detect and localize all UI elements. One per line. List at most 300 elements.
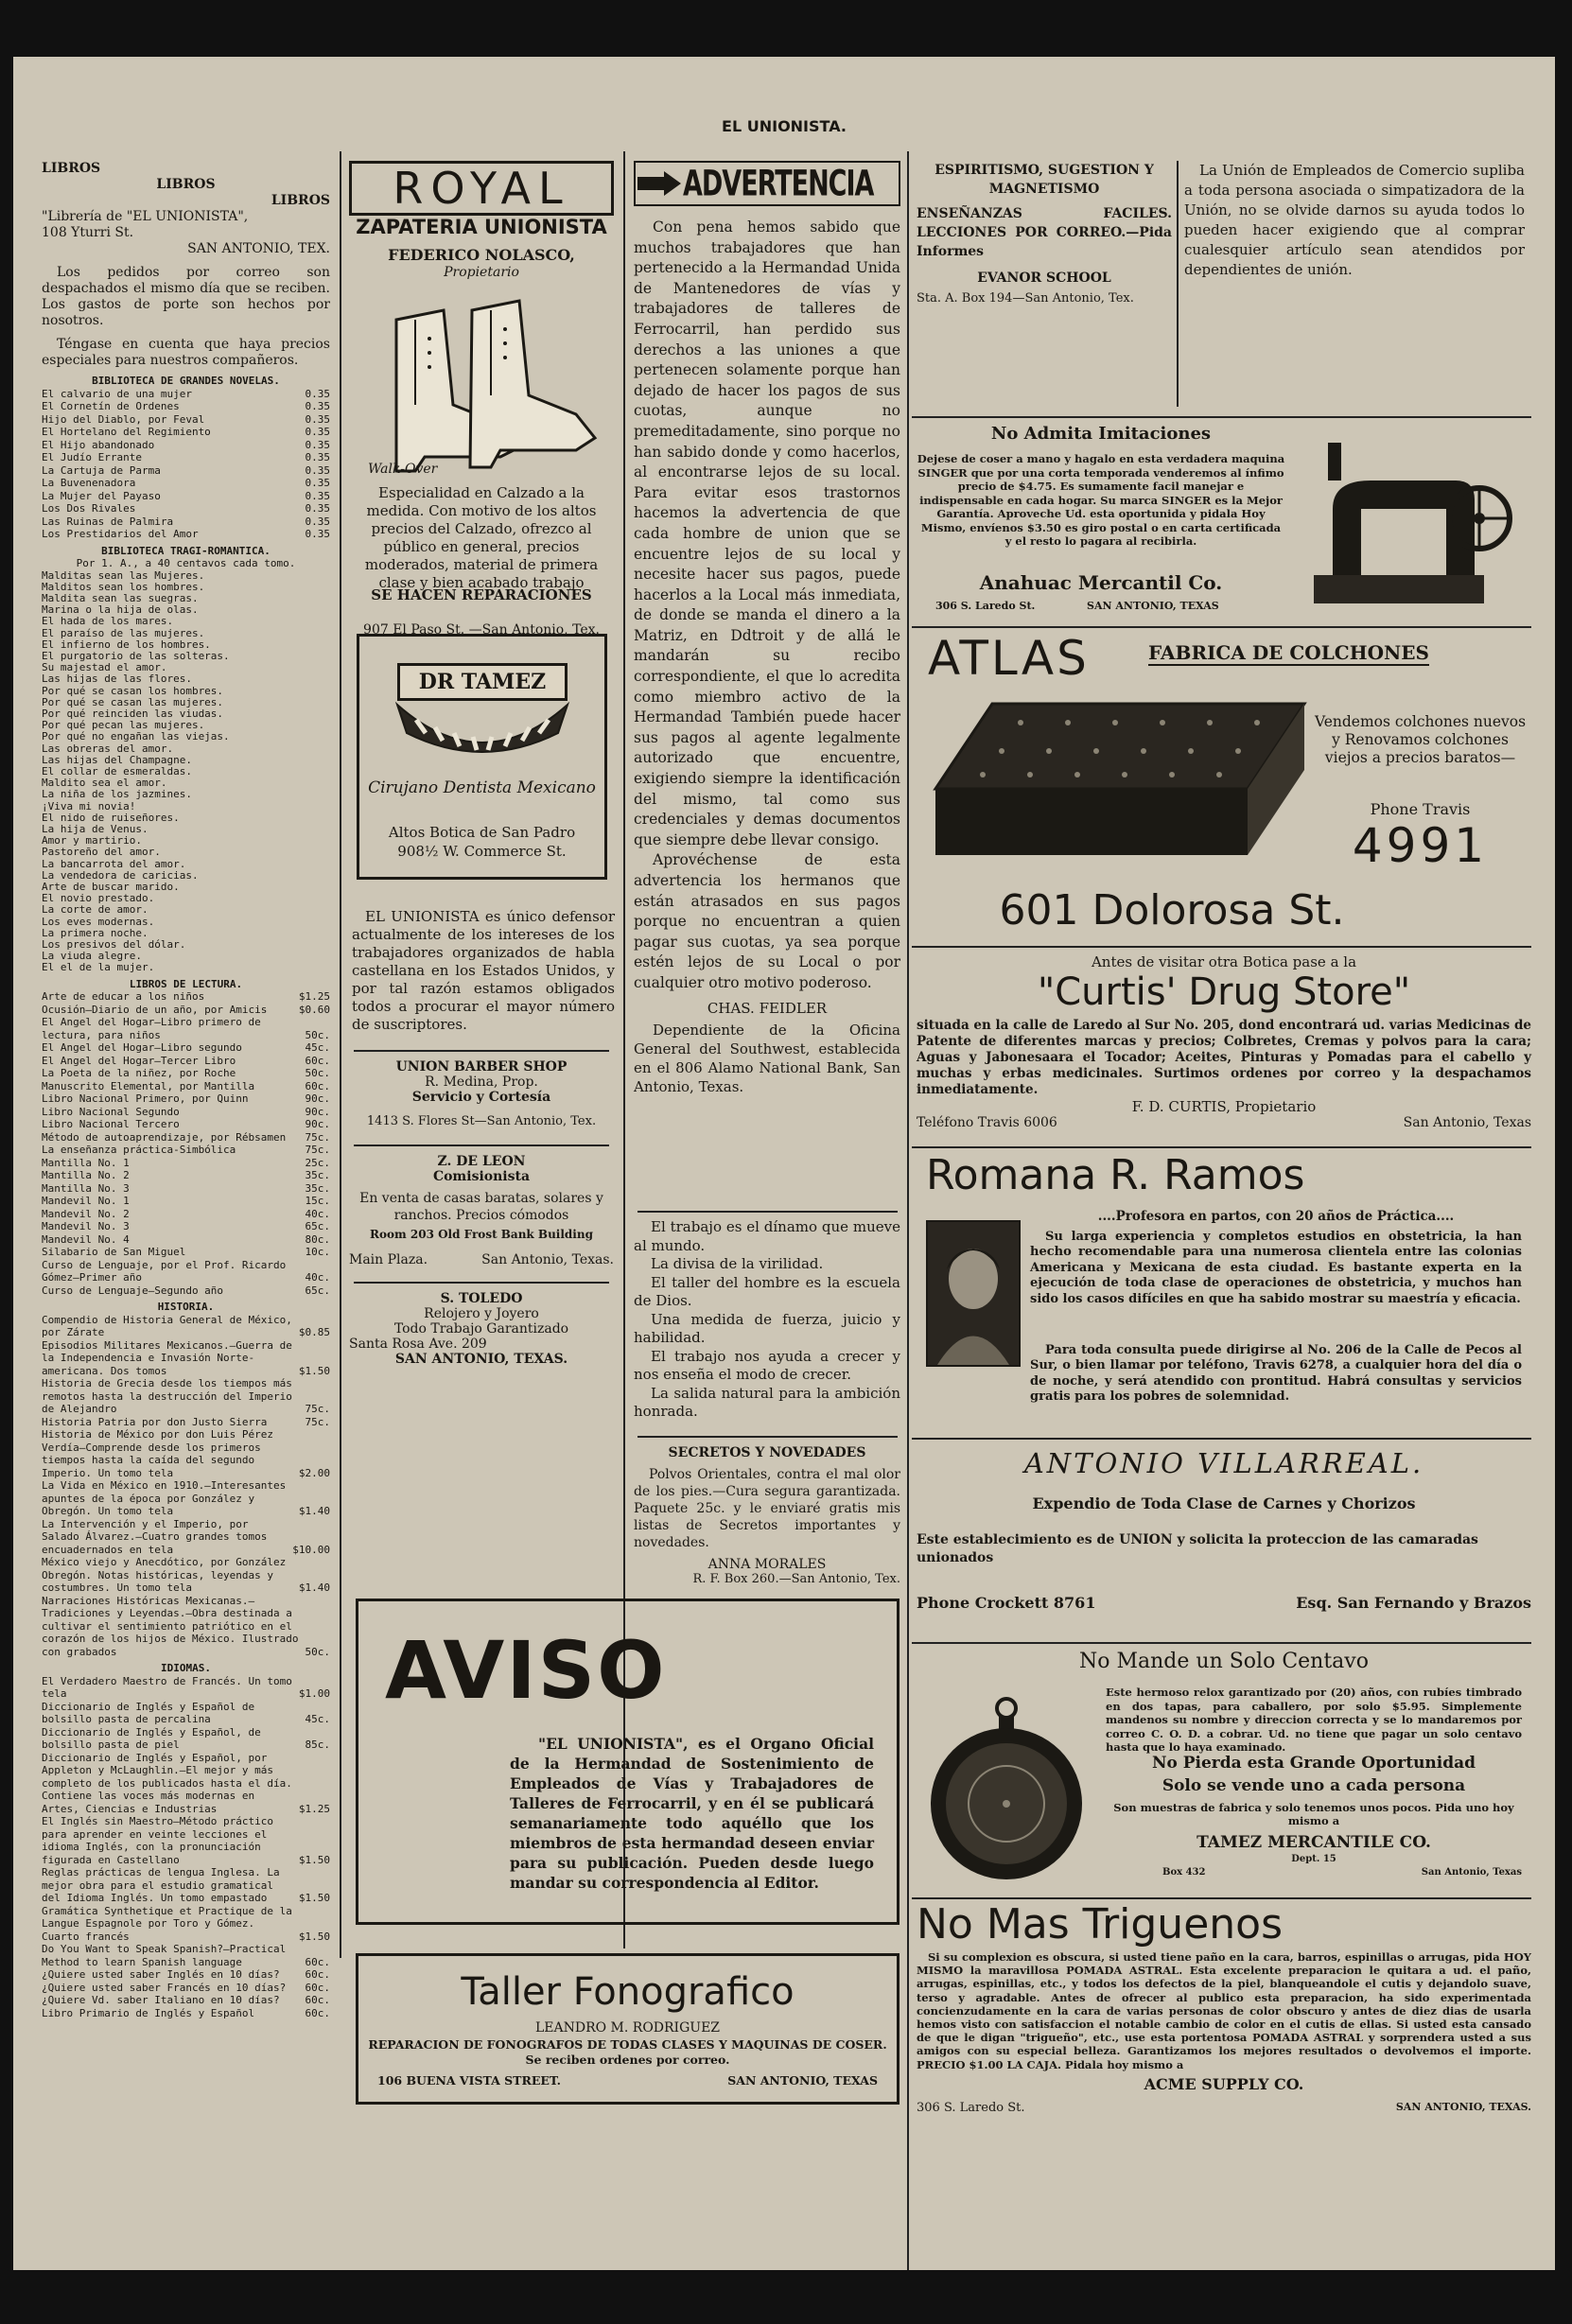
- shoe-brand: Walk-Over: [368, 462, 438, 477]
- book-item: [42, 1866, 330, 1905]
- book-price: $10.00: [292, 1543, 330, 1556]
- anahuac-street: 306 S. Laredo St.: [935, 600, 1036, 612]
- mattress-illustration: [926, 694, 1314, 874]
- reloj-body: Este hermoso relox garantizado por (20) años, con rubíes timbrado en dos tapas, para caballero, por solo $5.95. Simplemente mandenos su nombre y direccion correcta y se lo mandaremos por correo C. O. D. a cobrar. Ud. no tiene que pagar un solo centavo hasta que lo haya examinado.: [1106, 1686, 1522, 1754]
- book-item: [42, 1595, 330, 1659]
- book-title: El Verdadero Maestro de Francés. Un tomo tela: [42, 1674, 292, 1701]
- book-price: 45c.: [305, 1713, 330, 1726]
- curtis-pre: Antes de visitar otra Botica pase a la: [1091, 953, 1357, 970]
- libros-intro: Los pedidos por correo son despachados el mismo día que se reciben. Los gastos de porte son hechos por nosotros.: [42, 265, 330, 328]
- book-title: Maldito sea el amor.: [42, 777, 167, 790]
- taller-box: [356, 1953, 900, 2105]
- romana-portrait: [926, 1220, 1021, 1367]
- book-item: [42, 1377, 330, 1416]
- book-title: El Angel del Hogar—Tercer Libro: [42, 1054, 236, 1067]
- romana-body2: Para toda consulta puede dirigirse al No. 206 de la Calle de Pecos al Sur, o bien llamar por teléfono, Travis 6278, a cualquier hora del día o de noche, y será atendido con prontitud. Habrá consultas y servicios gratis para los pobres de solemnidad.: [1030, 1343, 1522, 1405]
- book-item: [42, 1284, 330, 1298]
- taller-city: SAN ANTONIO, TEXAS: [727, 2073, 878, 2088]
- book-title: Malditos sean los hombres.: [42, 580, 205, 593]
- book-title: Diccionario de Inglés y Español de bolsillo pasta de percalina: [42, 1700, 255, 1726]
- book-item: [42, 1195, 330, 1208]
- libros-note: Téngase en cuenta que haya precios especiales para nuestros compañeros.: [42, 337, 330, 368]
- taller-street: 106 BUENA VISTA STREET.: [377, 2073, 561, 2088]
- book-title: La enseñanza práctica-Simbólica: [42, 1144, 236, 1157]
- book-price: 60c.: [305, 1054, 330, 1067]
- book-title: Maldita sean las suegras.: [42, 591, 199, 604]
- book-price: 0.35: [305, 438, 330, 451]
- romana-ad: [917, 1152, 1531, 1436]
- book-price: 0.35: [305, 387, 330, 400]
- advertencia-signature: CHAS. FEIDLER: [707, 999, 828, 1017]
- book-title: La Mujer del Payaso: [42, 489, 161, 502]
- book-title: Las obreras del amor.: [42, 742, 174, 755]
- book-price: 0.35: [305, 477, 330, 489]
- book-item: [42, 1982, 330, 1995]
- triguenos-street: 306 S. Laredo St.: [917, 2100, 1025, 2115]
- book-title: Diccionario de Inglés y Español, de bolsillo pasta de piel: [42, 1725, 261, 1752]
- rule: [912, 1146, 1531, 1148]
- book-list: [42, 990, 330, 1297]
- book-title: Reglas prácticas de lengua Inglesa. La mejor obra para el estudio gramatical del Idioma Inglés. Un tomo empastado: [42, 1866, 280, 1905]
- store-name: "Librería de "EL UNIONISTA",: [42, 209, 249, 224]
- atlas-phone: 4991: [1352, 818, 1489, 873]
- book-item: [42, 1106, 330, 1119]
- book-price: 0.35: [305, 463, 330, 477]
- tamez-ad: [357, 634, 607, 880]
- advertencia-article: [634, 161, 900, 1096]
- atlas-body: Vendemos colchones nuevos y Renovamos colchones viejos a precios baratos—: [1314, 713, 1527, 766]
- book-list: [42, 388, 330, 541]
- book-title: El hada de los mares.: [42, 615, 174, 628]
- section-title: LIBROS DE LECTURA.: [129, 977, 243, 990]
- book-title: La vendedora de caricias.: [42, 868, 199, 882]
- book-item: [42, 515, 330, 529]
- zdeleon-sub: Comisionista: [432, 1169, 531, 1184]
- book-price: 60c.: [305, 1981, 330, 1994]
- saying: La divisa de la virilidad.: [651, 1255, 824, 1272]
- book-title: La hija de Venus.: [42, 822, 148, 835]
- book-title: Mandevil No. 4: [42, 1232, 130, 1246]
- anahuac-company: Anahuac Mercantil Co.: [979, 571, 1223, 594]
- taller-desc: REPARACION DE FONOGRAFOS DE TODAS CLASES Y MAQUINAS DE COSER. Se reciben ordenes por correo.: [368, 2037, 887, 2067]
- book-price: $1.25: [298, 1802, 330, 1815]
- book-title: El Hijo abandonado: [42, 438, 155, 451]
- reloj-ad: [917, 1650, 1531, 1896]
- book-price: 50c.: [305, 1067, 330, 1080]
- book-item: [42, 490, 330, 503]
- book-item: [42, 1041, 330, 1055]
- book-list: [42, 570, 330, 974]
- book-title: Método de autoaprendizaje, por Rébsamen: [42, 1130, 287, 1144]
- book-price: 0.35: [305, 426, 330, 438]
- secretos-body: Polvos Orientales, contra el mal olor de los pies.—Cura segura garantizada. Paquete 25c. y le enviaré gratis mis listas de Secretos importantes y novedades.: [634, 1467, 900, 1550]
- curtis-owner: F. D. CURTIS, Propietario: [1131, 1098, 1317, 1115]
- espiritismo-school: EVANOR SCHOOL: [977, 271, 1111, 286]
- royal-owner: FEDERICO NOLASCO,: [388, 246, 575, 264]
- book-item: [42, 1208, 330, 1221]
- libros-heading: LIBROS: [156, 177, 216, 192]
- villarreal-ad: [917, 1447, 1531, 1636]
- tamez-title: Cirujano Dentista Mexicano: [368, 778, 596, 797]
- book-price: 75c.: [305, 1130, 330, 1144]
- book-title: Libro Primario de Inglés y Español: [42, 2006, 255, 2019]
- rule: [638, 1211, 898, 1213]
- taller-owner: LEANDRO M. RODRIGUEZ: [534, 2020, 721, 2036]
- advertencia-body: Con pena hemos sabido que muchos trabajadores que han pertenecido a la Hermandad Unida de Mantenedores de vías y trabajadores de talleres de Ferrocarril, han perdido sus derechos a las uniones a que pertenecen solamente porque han dejado de hacer los pagos de sus cuotas, aunque no premeditadamente, sino porque no han sabido donde y como hacerlos, al encontrarse lejos de su local. Para evitar esos trastornos hacemos la advertencia de que cada hombre de union que se encuentre lejos de su local y necesite hacer sus pagos, puede hacerlos a la Local más inmediata, de donde se manda el dinero a la Matriz, en Ddtroit y de allá le mandarán su recibo correspondiente, el que lo acredita como miembro activo de la Hermandad También puede hacer sus pagos al agente legalmente autorizado que encuentre, exigiendo siempre la identificación del mismo, tal como sus credenciales y demas documentos que siempre debe llevar consigo.: [634, 218, 900, 848]
- book-item: [42, 388, 330, 401]
- section-title: HISTORIA.: [157, 1301, 215, 1314]
- book-price: 75c.: [305, 1144, 330, 1157]
- curtis-phone: Teléfono Travis 6006: [917, 1115, 1057, 1130]
- book-price: 0.35: [305, 400, 330, 412]
- book-title: El paraíso de las mujeres.: [42, 626, 205, 639]
- book-title: Gramática Synthetique et Practique de la Langue Espagnole por Toro y Gómez. Cuarto francés: [42, 1904, 292, 1943]
- book-title: El infierno de los hombres.: [42, 638, 211, 651]
- reloj-dept: Dept. 15: [1291, 1854, 1336, 1864]
- romana-lead: ....Profesora en partos, con 20 años de Práctica....: [1097, 1209, 1455, 1224]
- curtis-ad: [917, 953, 1531, 1143]
- pointing-hand-icon: [636, 169, 683, 198]
- book-title: El Angel del Hogar—Libro primero de lectura, para niños: [42, 1016, 261, 1041]
- reloj-samples: Son muestras de fabrica y solo tenemos unos pocos. Pida uno hoy mismo a: [1113, 1801, 1514, 1827]
- book-item: [42, 1157, 330, 1170]
- book-price: 65c.: [305, 1284, 330, 1297]
- book-price: 60c.: [305, 1079, 330, 1092]
- toledo-city: SAN ANTONIO, TEXAS.: [394, 1352, 568, 1367]
- book-price: 60c.: [305, 1955, 330, 1968]
- newspaper-page: [13, 57, 1555, 2270]
- book-item: [42, 1131, 330, 1145]
- book-price: $1.50: [298, 1364, 330, 1377]
- rule: [912, 946, 1531, 948]
- book-item: [42, 1675, 330, 1701]
- secretos-title: SECRETOS Y NOVEDADES: [668, 1445, 866, 1460]
- book-price: 35c.: [305, 1169, 330, 1182]
- book-item: [42, 1943, 330, 1968]
- espiritismo-ad: [917, 161, 1172, 306]
- book-title: La Buvenenadora: [42, 477, 136, 489]
- reloj-city: San Antonio, Texas: [1421, 1867, 1522, 1878]
- villarreal-title: ANTONIO VILLARREAL.: [1023, 1447, 1424, 1479]
- book-price: 40c.: [305, 1207, 330, 1220]
- zdeleon-title: Z. DE LEON: [437, 1154, 526, 1169]
- book-title: Compendio de Historia General de México, por Zárate: [42, 1313, 292, 1339]
- book-item: [42, 1233, 330, 1247]
- book-price: 75c.: [305, 1403, 330, 1416]
- barber-motto: Servicio y Cortesía: [411, 1090, 551, 1105]
- book-title: México viejo y Anecdótico, por González Obregón. Notas históricas, leyendas y costumbres. Un tomo tela: [42, 1556, 287, 1595]
- book-title: Historia Patria por don Justo Sierra: [42, 1415, 268, 1428]
- book-title: La Cartuja de Parma: [42, 463, 161, 477]
- libros-column: [42, 161, 330, 2019]
- atlas-ad: [917, 631, 1531, 946]
- book-item: [42, 1118, 330, 1131]
- book-title: Diccionario de Inglés y Español, por Appleton y McLaughlin.—El mejor y más completo de los publicados hasta el día. Contiene las voces más modernas en Artes, Ciencias e Industrias: [42, 1751, 292, 1815]
- book-title: Curso de Lenguaje, por el Prof. Ricardo Gómez—Primer año: [42, 1258, 287, 1284]
- book-title: Mantilla No. 1: [42, 1156, 130, 1169]
- book-title: ¡Viva mi novia!: [42, 799, 136, 813]
- rule: [912, 1897, 1531, 1899]
- book-title: Las hijas de las flores.: [42, 673, 192, 686]
- book-price: $0.85: [298, 1326, 330, 1339]
- book-price: $1.50: [298, 1892, 330, 1905]
- book-price: 0.35: [305, 528, 330, 540]
- book-title: Por qué se casan las mujeres.: [42, 695, 224, 708]
- book-item: [42, 990, 330, 1004]
- book-title: ¿Quiere Vd. saber Italiano en 10 días?: [42, 1994, 280, 2007]
- store-city: SAN ANTONIO, TEX.: [187, 241, 330, 256]
- barber-ad: [349, 1059, 614, 1128]
- book-title: El novio prestado.: [42, 892, 155, 905]
- romana-body1: Su larga experiencia y completos estudios en obstetricia, la han hecho recomendable para una numerosa clientela entre las colonias Americana y Mexicana de esta ciudad. Es bastante experta en la ejecución de toda clase de operaciones de obstetricia, y muchos han sido los casos difíciles en que ha sabido mostrar su maestría y eficacia.: [1030, 1230, 1522, 1306]
- book-title: Mantilla No. 2: [42, 1169, 130, 1182]
- book-item: [42, 1004, 330, 1017]
- book-title: Ocusión—Diario de un año, por Amicis: [42, 1003, 268, 1016]
- book-title: La primera noche.: [42, 926, 148, 939]
- union-note: La Unión de Empleados de Comercio supliba a toda persona asociada o simpatizadora de la Unión, no se olvide darnos su ayuda todos lo pueden hacer exigiendo que al comprar cualesquier artículo sean atendidos por dependientes de unión.: [1184, 162, 1525, 278]
- book-title: Marina o la hija de olas.: [42, 603, 199, 617]
- rule: [354, 1145, 609, 1146]
- barber-address: 1413 S. Flores St—San Antonio, Tex.: [366, 1114, 597, 1128]
- royal-body: Especialidad en Calzado a la medida. Con motivo de los altos precios del Calzado, ofrezco al público en general, precios moderados, material de primera clase y bien acabado trabajo: [364, 484, 599, 591]
- shoes-illustration: [358, 282, 604, 490]
- book-title: La corte de amor.: [42, 903, 148, 917]
- book-item: [42, 528, 330, 541]
- triguenos-city: SAN ANTONIO, TEXAS.: [1395, 2100, 1531, 2113]
- book-title: Por qué se casan los hombres.: [42, 684, 224, 697]
- rule: [354, 1282, 609, 1284]
- sayings-list: [634, 1218, 900, 1422]
- book-title: El Cornetín de Ordenes: [42, 400, 180, 412]
- book-item: [42, 1726, 330, 1752]
- book-item: [42, 1416, 330, 1429]
- book-title: Pastoreño del amor.: [42, 846, 161, 859]
- toledo-sub: Relojero y Joyero: [424, 1306, 539, 1321]
- sewing-machine-illustration: [1295, 424, 1522, 622]
- atlas-address: 601 Dolorosa St.: [999, 886, 1345, 935]
- book-item: [42, 1428, 330, 1479]
- book-title: El Hortelano del Regimiento: [42, 426, 211, 438]
- book-item: [42, 1815, 330, 1866]
- royal-owner-role: Propietario: [444, 265, 519, 280]
- book-list: [42, 1314, 330, 1659]
- rule: [638, 1436, 898, 1438]
- book-item: [42, 1220, 330, 1233]
- book-title: Historia de México por don Luis Pérez Verdía—Comprende desde los primeros tiempos hasta la caída del segundo Imperio. Un tomo tela: [42, 1428, 274, 1479]
- zdeleon-city-left: Main Plaza.: [349, 1252, 428, 1267]
- book-title: Por qué pecan las mujeres.: [42, 719, 205, 732]
- book-title: Manuscrito Elemental, por Mantilla: [42, 1079, 255, 1092]
- book-price: 0.35: [305, 502, 330, 515]
- book-title: Historia de Grecia desde los tiempos más remotos hasta la destrucción del Imperio de Alejandro: [42, 1377, 292, 1416]
- book-item: [42, 1067, 330, 1080]
- book-title: ¿Quiere usted saber Francés en 10 días?: [42, 1981, 287, 1994]
- book-price: 80c.: [305, 1232, 330, 1246]
- book-price: $0.60: [298, 1003, 330, 1016]
- barber-title: UNION BARBER SHOP: [395, 1059, 568, 1075]
- section-title: IDIOMAS.: [161, 1662, 211, 1675]
- book-title: La Vida en México en 1910.—Interesantes apuntes de la época por González y Obregón. Un tomo tela: [42, 1479, 287, 1518]
- triguenos-ad: [917, 1901, 1531, 2147]
- zdeleon-city-right: San Antonio, Texas.: [481, 1252, 614, 1267]
- toledo-address: Santa Rosa Ave. 209: [349, 1337, 487, 1352]
- book-price: 0.35: [305, 489, 330, 502]
- book-price: 0.35: [305, 412, 330, 426]
- book-price: $1.50: [298, 1930, 330, 1943]
- section-subtitle: Por 1. A., a 40 centavos cada tomo.: [76, 557, 296, 569]
- book-price: $1.25: [298, 990, 330, 1004]
- book-title: La Intervención y el Imperio, por Salado Álvarez.—Cuatro grandes tomos encuadernados en tela: [42, 1517, 268, 1556]
- book-price: $1.00: [298, 1687, 330, 1701]
- zdeleon-body: En venta de casas baratas, solares y ranchos. Precios cómodos: [359, 1191, 603, 1223]
- book-price: 40c.: [305, 1271, 330, 1284]
- dentures-illustration: [388, 695, 577, 771]
- book-title: Arte de buscar marido.: [42, 880, 180, 893]
- rule: [912, 1642, 1531, 1644]
- romana-title: Romana R. Ramos: [926, 1151, 1305, 1199]
- book-item: [42, 426, 330, 439]
- book-title: Mandevil No. 3: [42, 1220, 130, 1233]
- zdeleon-room: Room 203 Old Frost Bank Building: [370, 1228, 593, 1241]
- book-price: 90c.: [305, 1118, 330, 1131]
- atlas-title: FABRICA DE COLCHONES: [1148, 641, 1429, 664]
- book-price: $2.00: [298, 1466, 330, 1479]
- reloj-company: TAMEZ MERCANTILE CO.: [1196, 1833, 1431, 1852]
- advertencia-body2: Aprovéchense de esta advertencia los hermanos que están atrasados en sus pagos porque no encuentran a quien pagar sus cuotas, ya sea porque estén lejos de su Local o por cualquier otro motivo poderoso.: [634, 851, 900, 991]
- villarreal-corner: Esq. San Fernando y Brazos: [1296, 1594, 1531, 1612]
- book-item: [42, 502, 330, 515]
- book-title: Libro Nacional Segundo: [42, 1105, 180, 1118]
- book-item: [42, 1182, 330, 1196]
- reloj-box: Box 432: [1162, 1867, 1206, 1878]
- zdeleon-ad: [349, 1154, 614, 1267]
- book-title: Las hijas del Champagne.: [42, 753, 192, 766]
- rule: [912, 626, 1531, 628]
- aviso-body: "EL UNIONISTA", es el Organo Oficial de la Hermandad de Sostenimiento de Empleados de Vías y Trabajadores de Talleres de Ferrocarril, y en él se publicará semanariamente todo aquéllo que los miembros de esta hermandad deseen enviar para su publicación. Pueden desde luego mandar su correspondencia al Editor.: [510, 1735, 874, 1892]
- saying: El taller del hombre es la escuela de Dios.: [634, 1273, 900, 1309]
- book-item: [42, 1080, 330, 1093]
- curtis-body: situada en la calle de Laredo al Sur No. 205, dond encontrará ud. varias Medicinas de Patente de diferentes marcas y precios; Colbretes, Cremas y polvos para la cara; Aguas y Jabonesaara el Tocador; Aceites, Pinturas y Pomadas para el cabello y muchas y erbas medicinales. Surtimos ordenes por correo y la despachamos inmediatamente.: [917, 1018, 1531, 1097]
- book-price: 60c.: [305, 1994, 330, 2007]
- book-title: Los Prestidarios del Amor: [42, 528, 199, 540]
- book-list: [42, 1675, 330, 2020]
- espiritismo-address: Sta. A. Box 194—San Antonio, Tex.: [917, 291, 1134, 306]
- atlas-brand: ATLAS: [928, 631, 1090, 686]
- book-title: El collar de esmeraldas.: [42, 764, 192, 778]
- rule: [912, 416, 1531, 418]
- section-title: BIBLIOTECA DE GRANDES NOVELAS.: [92, 375, 280, 387]
- book-title: Por qué no engañan las viejas.: [42, 730, 230, 743]
- book-title: Arte de educar a los niños: [42, 990, 205, 1004]
- book-price: 15c.: [305, 1195, 330, 1208]
- book-title: El Judío Errante: [42, 451, 142, 463]
- book-item: [42, 400, 330, 413]
- book-title: Malditas sean las Mujeres.: [42, 568, 205, 582]
- book-title: Por qué reinciden las viudas.: [42, 707, 224, 720]
- book-title: Los Dos Rivales: [42, 502, 136, 515]
- book-price: $1.50: [298, 1853, 330, 1866]
- reloj-offer2: Solo se vende uno a cada persona: [1162, 1776, 1466, 1795]
- book-price: 90c.: [305, 1105, 330, 1118]
- column-rule: [907, 151, 909, 2270]
- book-title: Libro Nacional Tercero: [42, 1118, 180, 1131]
- rule: [354, 1050, 609, 1052]
- book-title: Mandevil No. 1: [42, 1195, 130, 1208]
- book-title: ¿Quiere usted saber Inglés en 10 días?: [42, 1968, 280, 1982]
- triguenos-title: No Mas Triguenos: [917, 1900, 1283, 1948]
- atlas-phone-label: Phone Travis: [1370, 800, 1471, 818]
- royal-subtitle: ZAPATERIA UNIONISTA: [356, 216, 607, 238]
- book-title: Episodios Militares Mexicanos.—Guerra de la Independencia e Invasión Norte-americana. Dos tomos: [42, 1338, 292, 1377]
- aviso-title: AVISO: [385, 1624, 667, 1717]
- saying: La salida natural para la ambición honrada.: [634, 1384, 900, 1420]
- book-price: 65c.: [305, 1220, 330, 1233]
- secretos-address: R. F. Box 260.—San Antonio, Tex.: [692, 1572, 900, 1586]
- espiritismo-title: ESPIRITISMO, SUGESTION Y MAGNETISMO: [934, 163, 1154, 197]
- store-street: 108 Yturri St.: [42, 225, 134, 240]
- book-title: Silabario de San Miguel: [42, 1246, 186, 1259]
- book-item: [42, 1479, 330, 1518]
- saying: Una medida de fuerza, juicio y habilidad.: [634, 1310, 900, 1346]
- anahuac-body: Dejese de coser a mano y hagalo en esta verdadera maquina SINGER que por una corta temporada venderemos al ínfimo precio de $4.75. Es sumamente facil manejar e indispensable en cada hogar. Su marca SINGER es la Mejor Garantía. Aproveche Ud. esta oportunida y pidala Hoy Mismo, envíenos $3.50 es giro postal o en carta certificada y el resto lo pagara al recibirla.: [917, 452, 1285, 548]
- portrait-image: [928, 1222, 1019, 1365]
- book-item: [42, 2007, 330, 2020]
- book-price: 75c.: [305, 1415, 330, 1428]
- book-title: El calvario de una mujer: [42, 387, 192, 400]
- taller-title: Taller Fonografico: [461, 1970, 795, 2014]
- curtis-title: "Curtis' Drug Store": [1037, 970, 1411, 1014]
- libros-heading: LIBROS: [42, 161, 101, 176]
- anahuac-title: No Admita Imitaciones: [990, 424, 1212, 444]
- book-price: 60c.: [305, 1968, 330, 1982]
- book-price: 0.35: [305, 451, 330, 463]
- book-title: Mantilla No. 3: [42, 1181, 130, 1195]
- aviso-box: [356, 1599, 900, 1925]
- royal-address: 907 El Paso St. —San Antonio, Tex.: [363, 622, 600, 638]
- book-title: La viuda alegre.: [42, 950, 142, 963]
- book-price: 90c.: [305, 1092, 330, 1106]
- royal-title: ROYAL: [349, 161, 614, 216]
- tamez-line2: 908½ W. Commerce St.: [397, 843, 567, 860]
- book-title: La bancarrota del amor.: [42, 857, 186, 870]
- villarreal-phone: Phone Crockett 8761: [917, 1594, 1096, 1612]
- book-item: [42, 1994, 330, 2007]
- book-title: Hijo del Diablo, por Feval: [42, 412, 205, 426]
- book-price: $1.40: [298, 1505, 330, 1518]
- book-title: Las Ruinas de Palmira: [42, 515, 174, 528]
- pocket-watch-illustration: [926, 1695, 1087, 1884]
- book-title: La niña de los jazmines.: [42, 788, 192, 801]
- section-title: BIBLIOTECA TRAGI-ROMANTICA.: [101, 544, 271, 557]
- book-title: Amor y martirio.: [42, 834, 142, 847]
- book-item: [42, 1144, 330, 1157]
- book-item: [42, 464, 330, 478]
- book-price: 50c.: [305, 1028, 330, 1041]
- book-item: [42, 1752, 330, 1816]
- book-title: Los eves modernas.: [42, 915, 155, 928]
- reloj-offer1: No Pierda esta Grande Oportunidad: [1151, 1754, 1476, 1773]
- tamez-line1: Altos Botica de San Padro: [388, 824, 576, 841]
- book-title: Curso de Lenguaje—Segundo año: [42, 1284, 224, 1297]
- book-item: [42, 1259, 330, 1284]
- column-rule: [340, 151, 341, 1958]
- book-title: Su majestad el amor.: [42, 661, 167, 674]
- rule: [912, 1438, 1531, 1440]
- book-title: El Angel del Hogar—Libro segundo: [42, 1041, 242, 1055]
- toledo-ad: [349, 1291, 614, 1367]
- book-item: [42, 1905, 330, 1944]
- book-title: El el de la mujer.: [42, 961, 155, 974]
